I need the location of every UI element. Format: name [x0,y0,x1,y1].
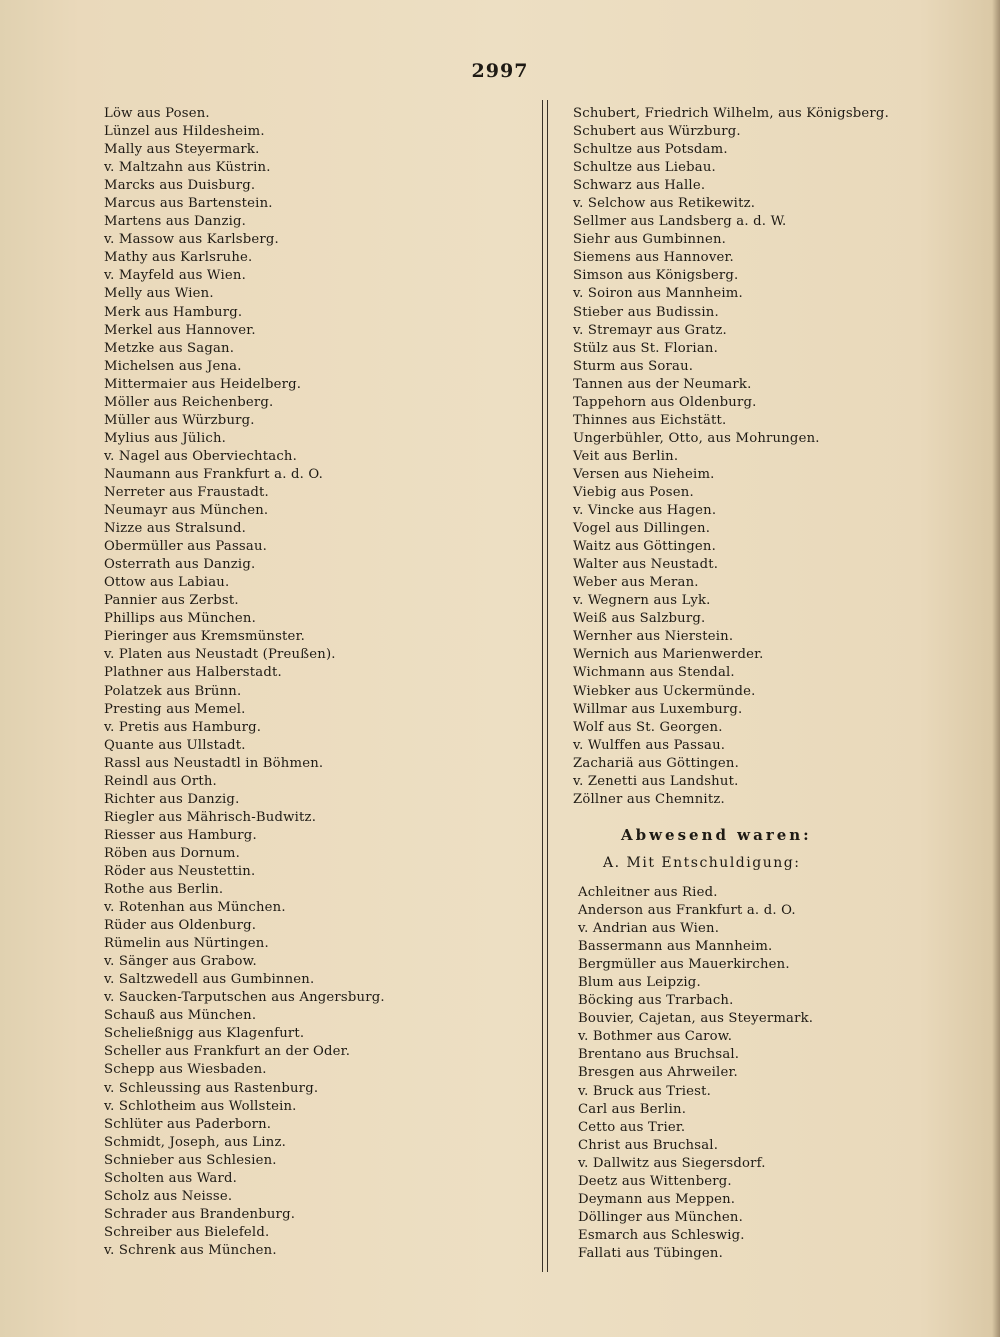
list-item: v. Rotenhan aus München. [104,900,286,916]
page-edge [992,0,1000,1337]
list-item: Rassl aus Neustadtl in Böhmen. [104,755,324,771]
list-item: Müller aus Würzburg. [104,412,255,428]
list-item: Thinnes aus Eichstätt. [573,412,727,428]
list-item: Schultze aus Potsdam. [573,142,728,158]
list-item: Schultze aus Liebau. [573,160,716,176]
list-item: v. Schleussing aus Rastenburg. [104,1080,319,1096]
list-item: Böcking aus Trarbach. [578,993,734,1009]
list-item: Vogel aus Dillingen. [573,521,711,537]
list-item: Obermüller aus Passau. [104,539,268,555]
list-item: Bergmüller aus Mauerkirchen. [578,957,790,973]
list-item: v. Maltzahn aus Küstrin. [104,160,271,176]
list-item: Melly aus Wien. [104,286,214,302]
list-item: v. Saltzwedell aus Gumbinnen. [104,972,315,988]
list-item: v. Andrian aus Wien. [578,921,720,937]
list-item: Metzke aus Sagan. [104,340,235,356]
list-item: Esmarch aus Schleswig. [578,1227,745,1243]
list-item: v. Schrenk aus München. [104,1242,277,1258]
list-item: Schubert aus Würzburg. [573,124,741,140]
list-item: Rothe aus Berlin. [104,882,224,898]
list-item: Quante aus Ullstadt. [104,737,246,753]
list-item: v. Pretis aus Hamburg. [104,719,262,735]
list-item: Merkel aus Hannover. [104,322,256,338]
list-item: Brentano aus Bruchsal. [578,1047,740,1063]
list-item: Röben aus Dornum. [104,845,241,861]
list-item: Marcus aus Bartenstein. [104,196,273,212]
list-item: Sturm aus Sorau. [573,358,694,374]
list-item: v. Massow aus Karlsberg. [104,232,279,248]
list-item: Mathy aus Karlsruhe. [104,250,253,266]
list-item: v. Selchow aus Retikewitz. [573,196,756,212]
list-item: Christ aus Bruchsal. [578,1137,719,1153]
list-item: Phillips aus München. [104,611,257,627]
list-item: v. Vincke aus Hagen. [573,503,717,519]
list-item: Osterrath aus Danzig. [104,557,256,573]
list-item: Rümelin aus Nürtingen. [104,936,269,952]
list-item: Simson aus Königsberg. [573,268,739,284]
list-item: Deetz aus Wittenberg. [578,1173,732,1189]
list-item: Blum aus Leipzig. [578,975,701,991]
list-item: Pieringer aus Kremsmünster. [104,629,306,645]
list-item: Wichmann aus Stendal. [573,665,735,681]
list-item: Schnieber aus Schlesien. [104,1152,277,1168]
list-item: Walter aus Neustadt. [573,557,719,573]
list-item: Scholten aus Ward. [104,1170,237,1186]
list-item: Polatzek aus Brünn. [104,683,242,699]
list-item: v. Nagel aus Oberviechtach. [104,448,297,464]
list-item: Lünzel aus Hildesheim. [104,124,265,140]
list-item: v. Bruck aus Triest. [578,1083,712,1099]
list-item: v. Wulffen aus Passau. [573,737,726,753]
list-item: v. Zenetti aus Landshut. [573,773,739,789]
list-item: Richter aus Danzig. [104,791,240,807]
absent-subheading: A. Mit Entschuldigung: [603,855,801,871]
list-item: Zöllner aus Chemnitz. [573,791,725,807]
list-item: Anderson aus Frankfurt a. d. O. [578,903,796,919]
list-item: Bresgen aus Ahrweiler. [578,1065,738,1081]
list-item: Löw aus Posen. [104,106,210,121]
list-item: Tappehorn aus Oldenburg. [573,394,757,410]
list-item: Michelsen aus Jena. [104,358,242,374]
list-item: Stieber aus Budissin. [573,304,719,320]
list-item: Röder aus Neustettin. [104,863,256,879]
list-item: Schmidt, Joseph, aus Linz. [104,1134,287,1150]
list-item: Ungerbühler, Otto, aus Mohrungen. [573,430,820,446]
absent-list [578,884,988,1263]
list-item: Stülz aus St. Florian. [573,340,718,356]
list-item: v. Mayfeld aus Wien. [104,268,246,284]
list-item: Wernher aus Nierstein. [573,629,734,645]
list-item: Pannier aus Zerbst. [104,593,239,609]
list-item: Neumayr aus München. [104,503,269,519]
list-item: Sellmer aus Landsberg a. d. W. [573,214,787,230]
list-item: Schepp aus Wiesbaden. [104,1062,267,1078]
list-item: Willmar aus Luxemburg. [573,701,743,717]
list-item: Plathner aus Halberstadt. [104,665,282,681]
list-item: Bouvier, Cajetan, aus Steyermark. [578,1011,814,1027]
column-divider [542,100,548,1272]
list-item: Bassermann aus Mannheim. [578,939,773,955]
list-item: Schauß aus München. [104,1008,257,1024]
list-item: Cetto aus Trier. [578,1119,686,1135]
list-item: Weber aus Meran. [573,575,699,591]
list-item: Wernich aus Marienwerder. [573,647,764,663]
list-item: Siehr aus Gumbinnen. [573,232,727,248]
list-item: Siemens aus Hannover. [573,250,734,266]
list-item: Scheließnigg aus Klagenfurt. [104,1026,305,1042]
list-item: v. Bothmer aus Carow. [578,1029,733,1045]
list-item: v. Sänger aus Grabow. [104,954,257,970]
list-item: Naumann aus Frankfurt a. d. O. [104,466,324,482]
page-number: 2997 [471,60,529,82]
list-item: v. Saucken-Tarputschen aus Angersburg. [104,990,385,1006]
list-item: Weiß aus Salzburg. [573,611,706,627]
list-item: Waitz aus Göttingen. [573,539,716,555]
list-item: Versen aus Nieheim. [573,466,715,482]
list-item: v. Wegnern aus Lyk. [573,593,711,609]
list-item: v. Soiron aus Mannheim. [573,286,743,302]
list-item: Tannen aus der Neumark. [573,376,752,392]
list-item: Marcks aus Duisburg. [104,178,256,194]
list-item: Veit aus Berlin. [573,448,679,464]
list-item: Wiebker aus Uckermünde. [573,683,756,699]
right-column-list [573,105,983,809]
list-item: Carl aus Berlin. [578,1101,687,1117]
list-item: Merk aus Hamburg. [104,304,243,320]
list-item: Schwarz aus Halle. [573,178,706,194]
list-item: Schreiber aus Bielefeld. [104,1224,270,1240]
list-item: Wolf aus St. Georgen. [573,719,723,735]
list-item: Nerreter aus Fraustadt. [104,484,269,500]
list-item: Döllinger aus München. [578,1209,743,1225]
list-item: v. Schlotheim aus Wollstein. [104,1098,297,1114]
list-item: v. Stremayr aus Gratz. [573,322,727,338]
list-item: Deymann aus Meppen. [578,1191,736,1207]
list-item: Mittermaier aus Heidelberg. [104,376,302,392]
absent-heading: Abwesend waren: [621,826,812,844]
list-item: Mally aus Steyermark. [104,142,260,158]
list-item: Zachariä aus Göttingen. [573,755,739,771]
list-item: Rüder aus Oldenburg. [104,918,257,934]
list-item: Martens aus Danzig. [104,214,247,230]
list-item: Ottow aus Labiau. [104,575,230,591]
list-item: Achleitner aus Ried. [578,885,718,900]
list-item: Fallati aus Tübingen. [578,1245,724,1261]
list-item: Presting aus Memel. [104,701,246,717]
list-item: Scholz aus Neisse. [104,1188,233,1204]
list-item: Nizze aus Stralsund. [104,521,247,537]
list-item: Viebig aus Posen. [573,484,694,500]
list-item: Möller aus Reichenberg. [104,394,274,410]
list-item: Schubert, Friedrich Wilhelm, aus Königsberg. [573,106,889,121]
list-item: v. Platen aus Neustadt (Preußen). [104,647,336,663]
list-item: Riesser aus Hamburg. [104,827,257,843]
left-column-list [104,105,534,1260]
list-item: Mylius aus Jülich. [104,430,227,446]
list-item: Reindl aus Orth. [104,773,217,789]
list-item: v. Dallwitz aus Siegersdorf. [578,1155,766,1171]
list-item: Schrader aus Brandenburg. [104,1206,296,1222]
list-item: Schlüter aus Paderborn. [104,1116,272,1132]
list-item: Scheller aus Frankfurt an der Oder. [104,1044,351,1060]
list-item: Riegler aus Mährisch-Budwitz. [104,809,317,825]
